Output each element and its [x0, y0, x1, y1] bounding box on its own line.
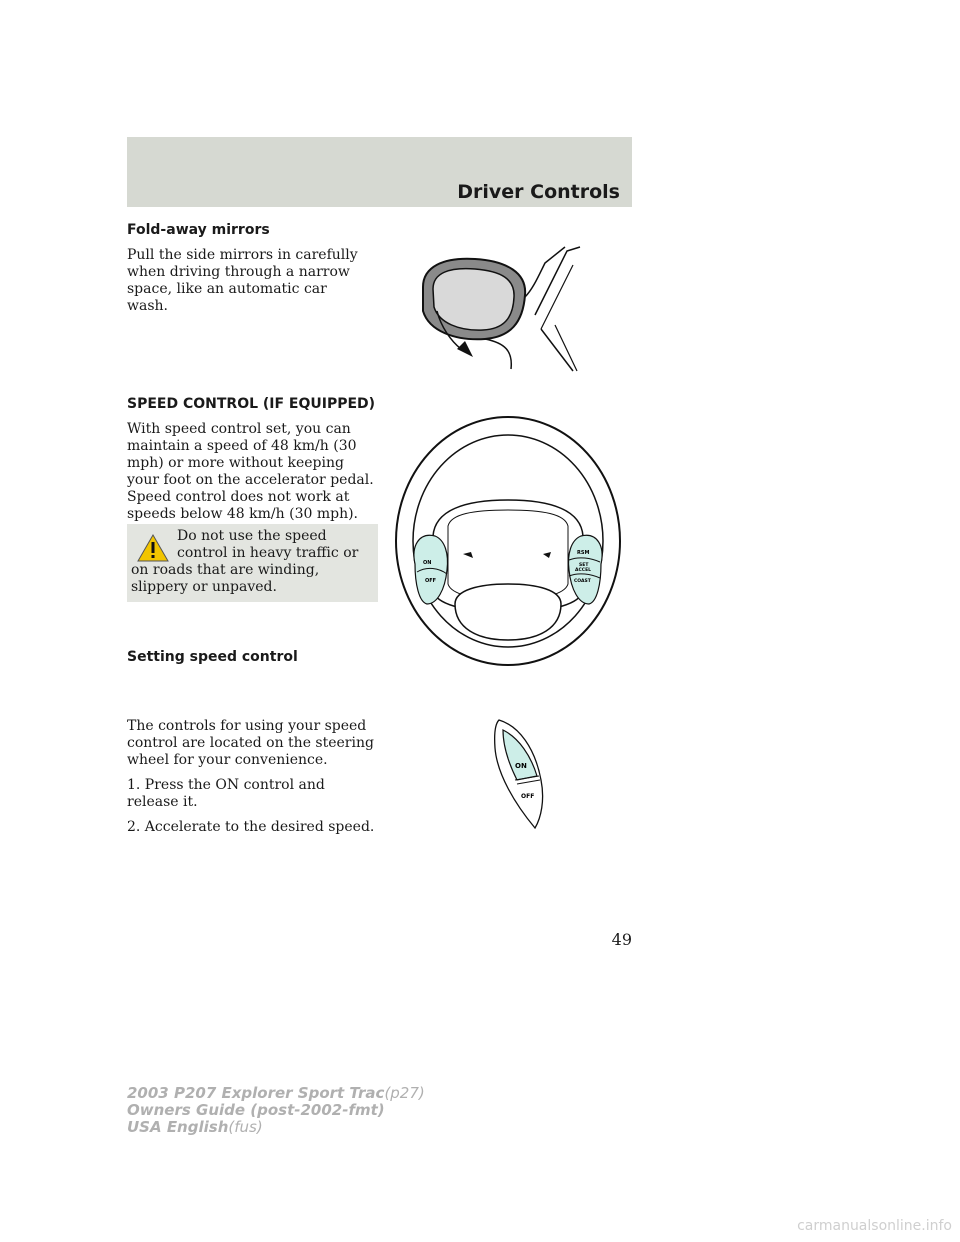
setting-section: [127, 649, 382, 665]
warning-line-2: control in heavy traffic or: [177, 545, 359, 561]
speed-control-heading: SPEED CONTROL (IF EQUIPPED): [127, 396, 376, 412]
warning-text: [131, 528, 376, 596]
document-footer: [127, 1085, 425, 1136]
wheel-coast-label: COAST: [574, 579, 591, 584]
footer-language-code: (fus): [228, 1118, 263, 1136]
footer-guide: Owners Guide (post-2002-fmt): [127, 1101, 385, 1119]
warning-line-1: Do not use the speed: [177, 528, 327, 544]
setting-heading: Setting speed control: [127, 649, 298, 665]
wheel-off-label: OFF: [425, 578, 437, 584]
wheel-rsm-label: RSM: [577, 550, 590, 556]
mirrors-section: [127, 222, 382, 315]
warning-line-rest: on roads that are winding, slippery or unpaved.: [131, 562, 320, 595]
setting-steps: [127, 718, 382, 836]
speed-control-body: With speed control set, you can maintain a speed of 48 km/h (30 mph) or more without keeping your foot on the accelerator pedal. Speed control does not work at speeds below 48 km/h (30 mph).: [127, 421, 374, 522]
mirrors-body: Pull the side mirrors in carefully when driving through a narrow space, like an automatic car wash.: [127, 247, 358, 314]
setting-intro: The controls for using your speed control are located on the steering wheel for your convenience.: [127, 718, 374, 768]
footer-model: 2003 P207 Explorer Sport Trac: [127, 1084, 385, 1102]
wheel-set-label: SET: [579, 563, 589, 568]
steering-wheel-illustration: [393, 414, 623, 668]
speed-switch-illustration: [485, 718, 555, 830]
watermark: carmanualsonline.info: [797, 1218, 952, 1234]
wheel-accel-label: ACCEL: [575, 568, 592, 573]
footer-language: USA English: [127, 1118, 229, 1136]
setting-step-2: 2. Accelerate to the desired speed.: [127, 819, 375, 835]
footer-model-code: (p27): [384, 1084, 425, 1102]
mirrors-heading: Fold-away mirrors: [127, 222, 270, 238]
mirror-illustration: [415, 245, 585, 375]
speed-control-section: [127, 396, 382, 523]
switch-on-label: ON: [515, 762, 527, 770]
switch-off-label: OFF: [521, 793, 535, 800]
setting-step-1: 1. Press the ON control and release it.: [127, 777, 325, 810]
wheel-on-label: ON: [423, 560, 432, 566]
section-header-band: [127, 137, 632, 207]
page-number: 49: [611, 930, 632, 949]
warning-box: [127, 524, 378, 602]
section-title: Driver Controls: [457, 181, 620, 203]
